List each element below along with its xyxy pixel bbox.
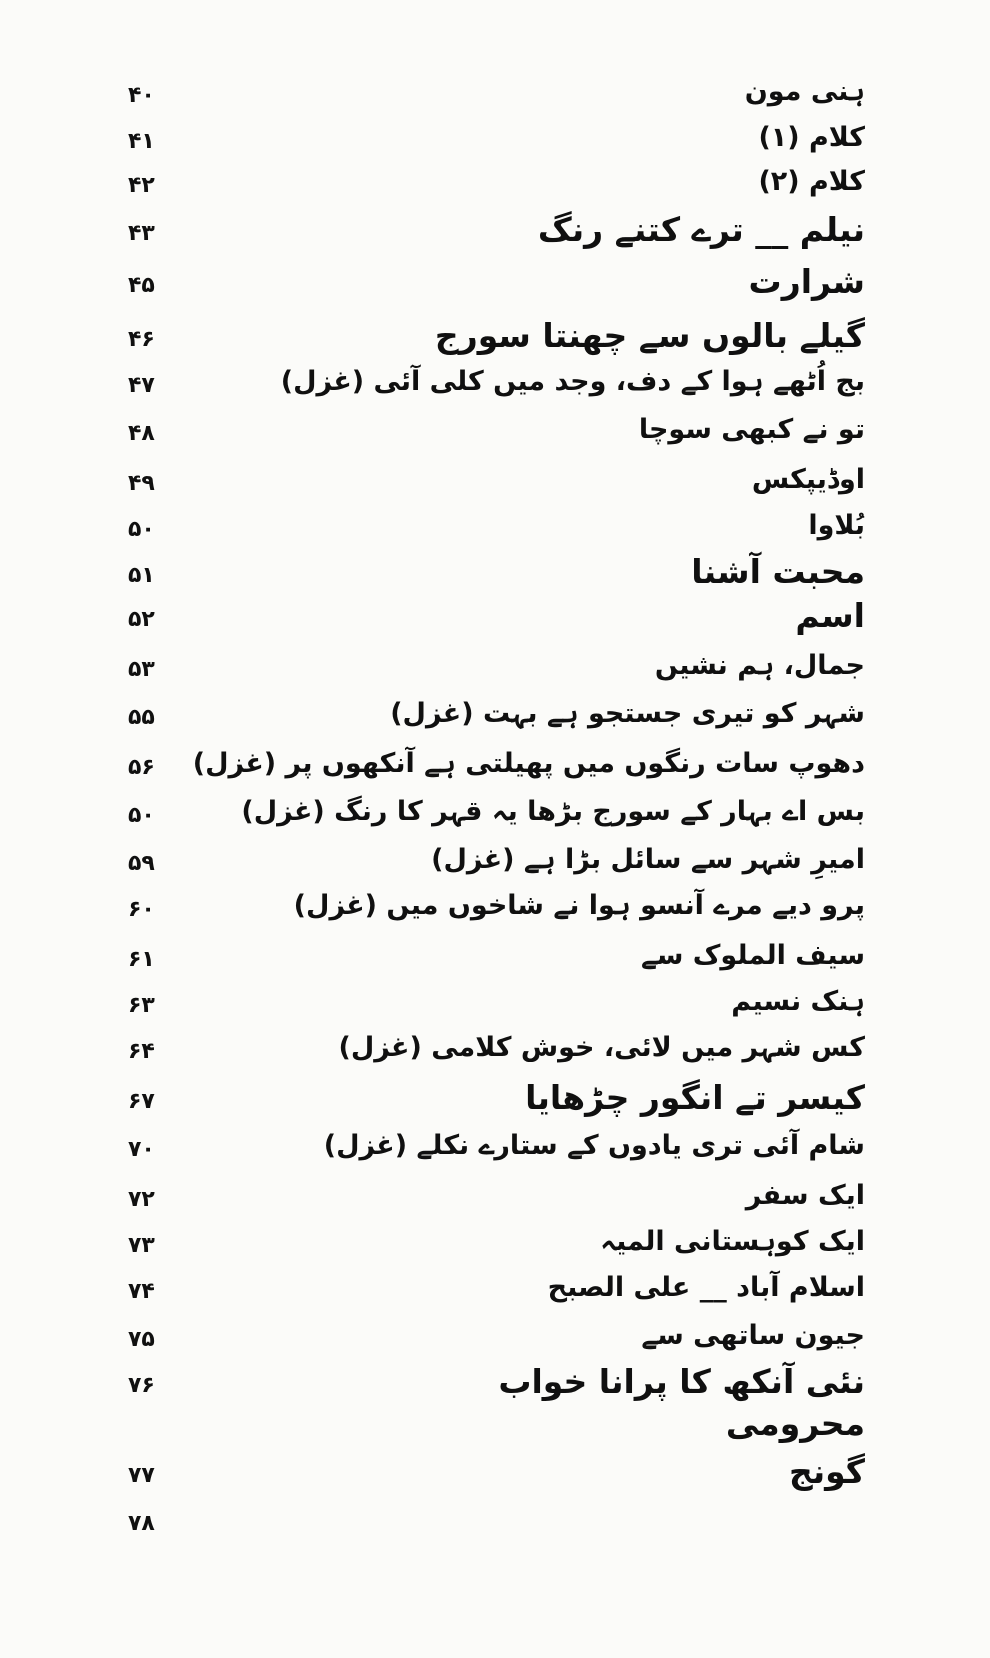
toc-entry-page: ۷۵ xyxy=(128,1327,155,1352)
toc-entry-title: پرو دیے مرے آنسو ہوا نے شاخوں میں (غزل) xyxy=(293,890,865,921)
toc-entry-page: ۵۰ xyxy=(128,803,155,828)
toc-entry xyxy=(0,552,990,592)
toc-entry xyxy=(0,1362,990,1402)
toc-entry-title: محبت آشنا xyxy=(691,552,865,591)
toc-entry-title: کلام (۱) xyxy=(758,122,865,153)
toc-entry-page: ۴۹ xyxy=(128,471,155,496)
toc-entry-page: ۷۷ xyxy=(128,1463,155,1488)
toc-entry-title: بس اے بہار کے سورج بڑھا یہ قہر کا رنگ (غزل) xyxy=(241,796,865,827)
toc-entry-page: ۴۵ xyxy=(128,273,155,298)
toc-entry-page: ۷۰ xyxy=(128,1137,155,1162)
toc-entry-page: ۶۷ xyxy=(128,1089,155,1114)
toc-entry xyxy=(0,1268,990,1308)
toc-entry-page: ۶۰ xyxy=(128,897,155,922)
toc-entry-title: اوڈیپکس xyxy=(751,464,865,495)
toc-entry-page: ۵۰ xyxy=(128,517,155,542)
toc-entry xyxy=(0,1452,990,1492)
toc-entry-title: ہنک نسیم xyxy=(731,986,865,1017)
toc-entry xyxy=(0,1500,990,1540)
toc-entry-page: ۵۳ xyxy=(128,657,155,682)
toc-entry-page: ۵۲ xyxy=(128,607,155,632)
toc-entry-title: ہنی مون xyxy=(744,76,865,107)
toc-entry-page: ۴۲ xyxy=(128,173,155,198)
toc-entry xyxy=(0,162,990,202)
toc-entry-page: ۷۶ xyxy=(128,1373,155,1398)
toc-entry-title: اسم xyxy=(795,596,865,635)
toc-entry xyxy=(0,362,990,402)
toc-entry-page: ۶۱ xyxy=(128,947,155,972)
toc-entry xyxy=(0,1028,990,1068)
toc-entry-title: کلام (۲) xyxy=(758,166,865,197)
toc-entry xyxy=(0,316,990,356)
toc-entry-title: تو نے کبھی سوچا xyxy=(638,414,865,445)
toc-entry-title: بج اُٹھے ہوا کے دف، وجد میں کلی آئی (غزل) xyxy=(280,366,865,397)
toc-entry xyxy=(0,262,990,302)
toc-entry-page: ۷۴ xyxy=(128,1279,155,1304)
toc-entry-page: ۷۸ xyxy=(128,1511,155,1536)
toc-entry xyxy=(0,982,990,1022)
toc-entry xyxy=(0,118,990,158)
toc-entry-title: ایک کوہستانی المیہ xyxy=(600,1226,865,1257)
toc-entry xyxy=(0,596,990,636)
toc-entry-title: جمال، ہم نشیں xyxy=(654,650,865,681)
toc-entry-title: شہر کو تیری جستجو ہے بہت (غزل) xyxy=(390,698,865,729)
toc-entry xyxy=(0,410,990,450)
toc-entry-page: ۴۱ xyxy=(128,129,155,154)
toc-entry-page: ۴۰ xyxy=(128,83,155,108)
toc-entry-title: گونج xyxy=(788,1452,865,1491)
toc-entry-page: ۵۶ xyxy=(128,755,155,780)
toc-entry-title: نیلم __ ترے کتنے رنگ xyxy=(537,210,865,249)
toc-entry-title: کس شہر میں لائی، خوش کلامی (غزل) xyxy=(338,1032,865,1063)
toc-entry xyxy=(0,694,990,734)
toc-entry xyxy=(0,210,990,250)
toc-entry-title: کیسر تے انگور چڑھایا xyxy=(525,1078,865,1117)
toc-entry-page: ۵۹ xyxy=(128,851,155,876)
toc-entry xyxy=(0,1176,990,1216)
toc-entry xyxy=(0,1222,990,1262)
toc-entry xyxy=(0,744,990,784)
toc-entry-title: امیرِ شہر سے سائل بڑا ہے (غزل) xyxy=(431,844,865,875)
toc-entry-page: ۵۱ xyxy=(128,563,155,588)
toc-entry-title: اسلام آباد __ علی الصبح xyxy=(547,1272,865,1303)
toc-entry-title: ایک سفر xyxy=(745,1180,865,1211)
toc-entry xyxy=(0,506,990,546)
toc-entry xyxy=(0,1404,990,1444)
toc-entry xyxy=(0,936,990,976)
toc-entry-title: سیف الملوک سے xyxy=(641,940,865,971)
toc-entry-title: دھوپ سات رنگوں میں پھیلتی ہے آنکھوں پر (غزل) xyxy=(192,748,865,779)
toc-entry xyxy=(0,72,990,112)
toc-entry xyxy=(0,646,990,686)
toc-entry xyxy=(0,1316,990,1356)
toc-entry-page: ۶۳ xyxy=(128,993,155,1018)
toc-entry-page: ۷۲ xyxy=(128,1187,155,1212)
toc-entry xyxy=(0,460,990,500)
toc-entry-title: شرارت xyxy=(748,262,865,301)
toc-entry-page: ۷۳ xyxy=(128,1233,155,1258)
toc-entry-title: شام آئی تری یادوں کے ستارے نکلے (غزل) xyxy=(323,1130,865,1161)
toc-entry-page: ۴۶ xyxy=(128,327,155,352)
toc-entry-title: جیون ساتھی سے xyxy=(641,1320,865,1351)
toc-entry-title: نئی آنکھ کا پرانا خواب xyxy=(498,1362,865,1401)
toc-entry xyxy=(0,792,990,832)
toc-entry-page: ۴۸ xyxy=(128,421,155,446)
toc-entry-title: محرومی xyxy=(725,1404,865,1443)
toc-entry xyxy=(0,1078,990,1118)
toc-entry xyxy=(0,886,990,926)
toc-entry xyxy=(0,1126,990,1166)
toc-entry-page: ۴۳ xyxy=(128,221,155,246)
toc-entry-page: ۶۴ xyxy=(128,1039,155,1064)
toc-entry-title: گیلے بالوں سے چھنتا سورج xyxy=(434,316,865,355)
toc-entry-page: ۵۵ xyxy=(128,705,155,730)
toc-entry-title: بُلاوا xyxy=(808,510,865,541)
toc-entry xyxy=(0,840,990,880)
toc-entry-page: ۴۷ xyxy=(128,373,155,398)
